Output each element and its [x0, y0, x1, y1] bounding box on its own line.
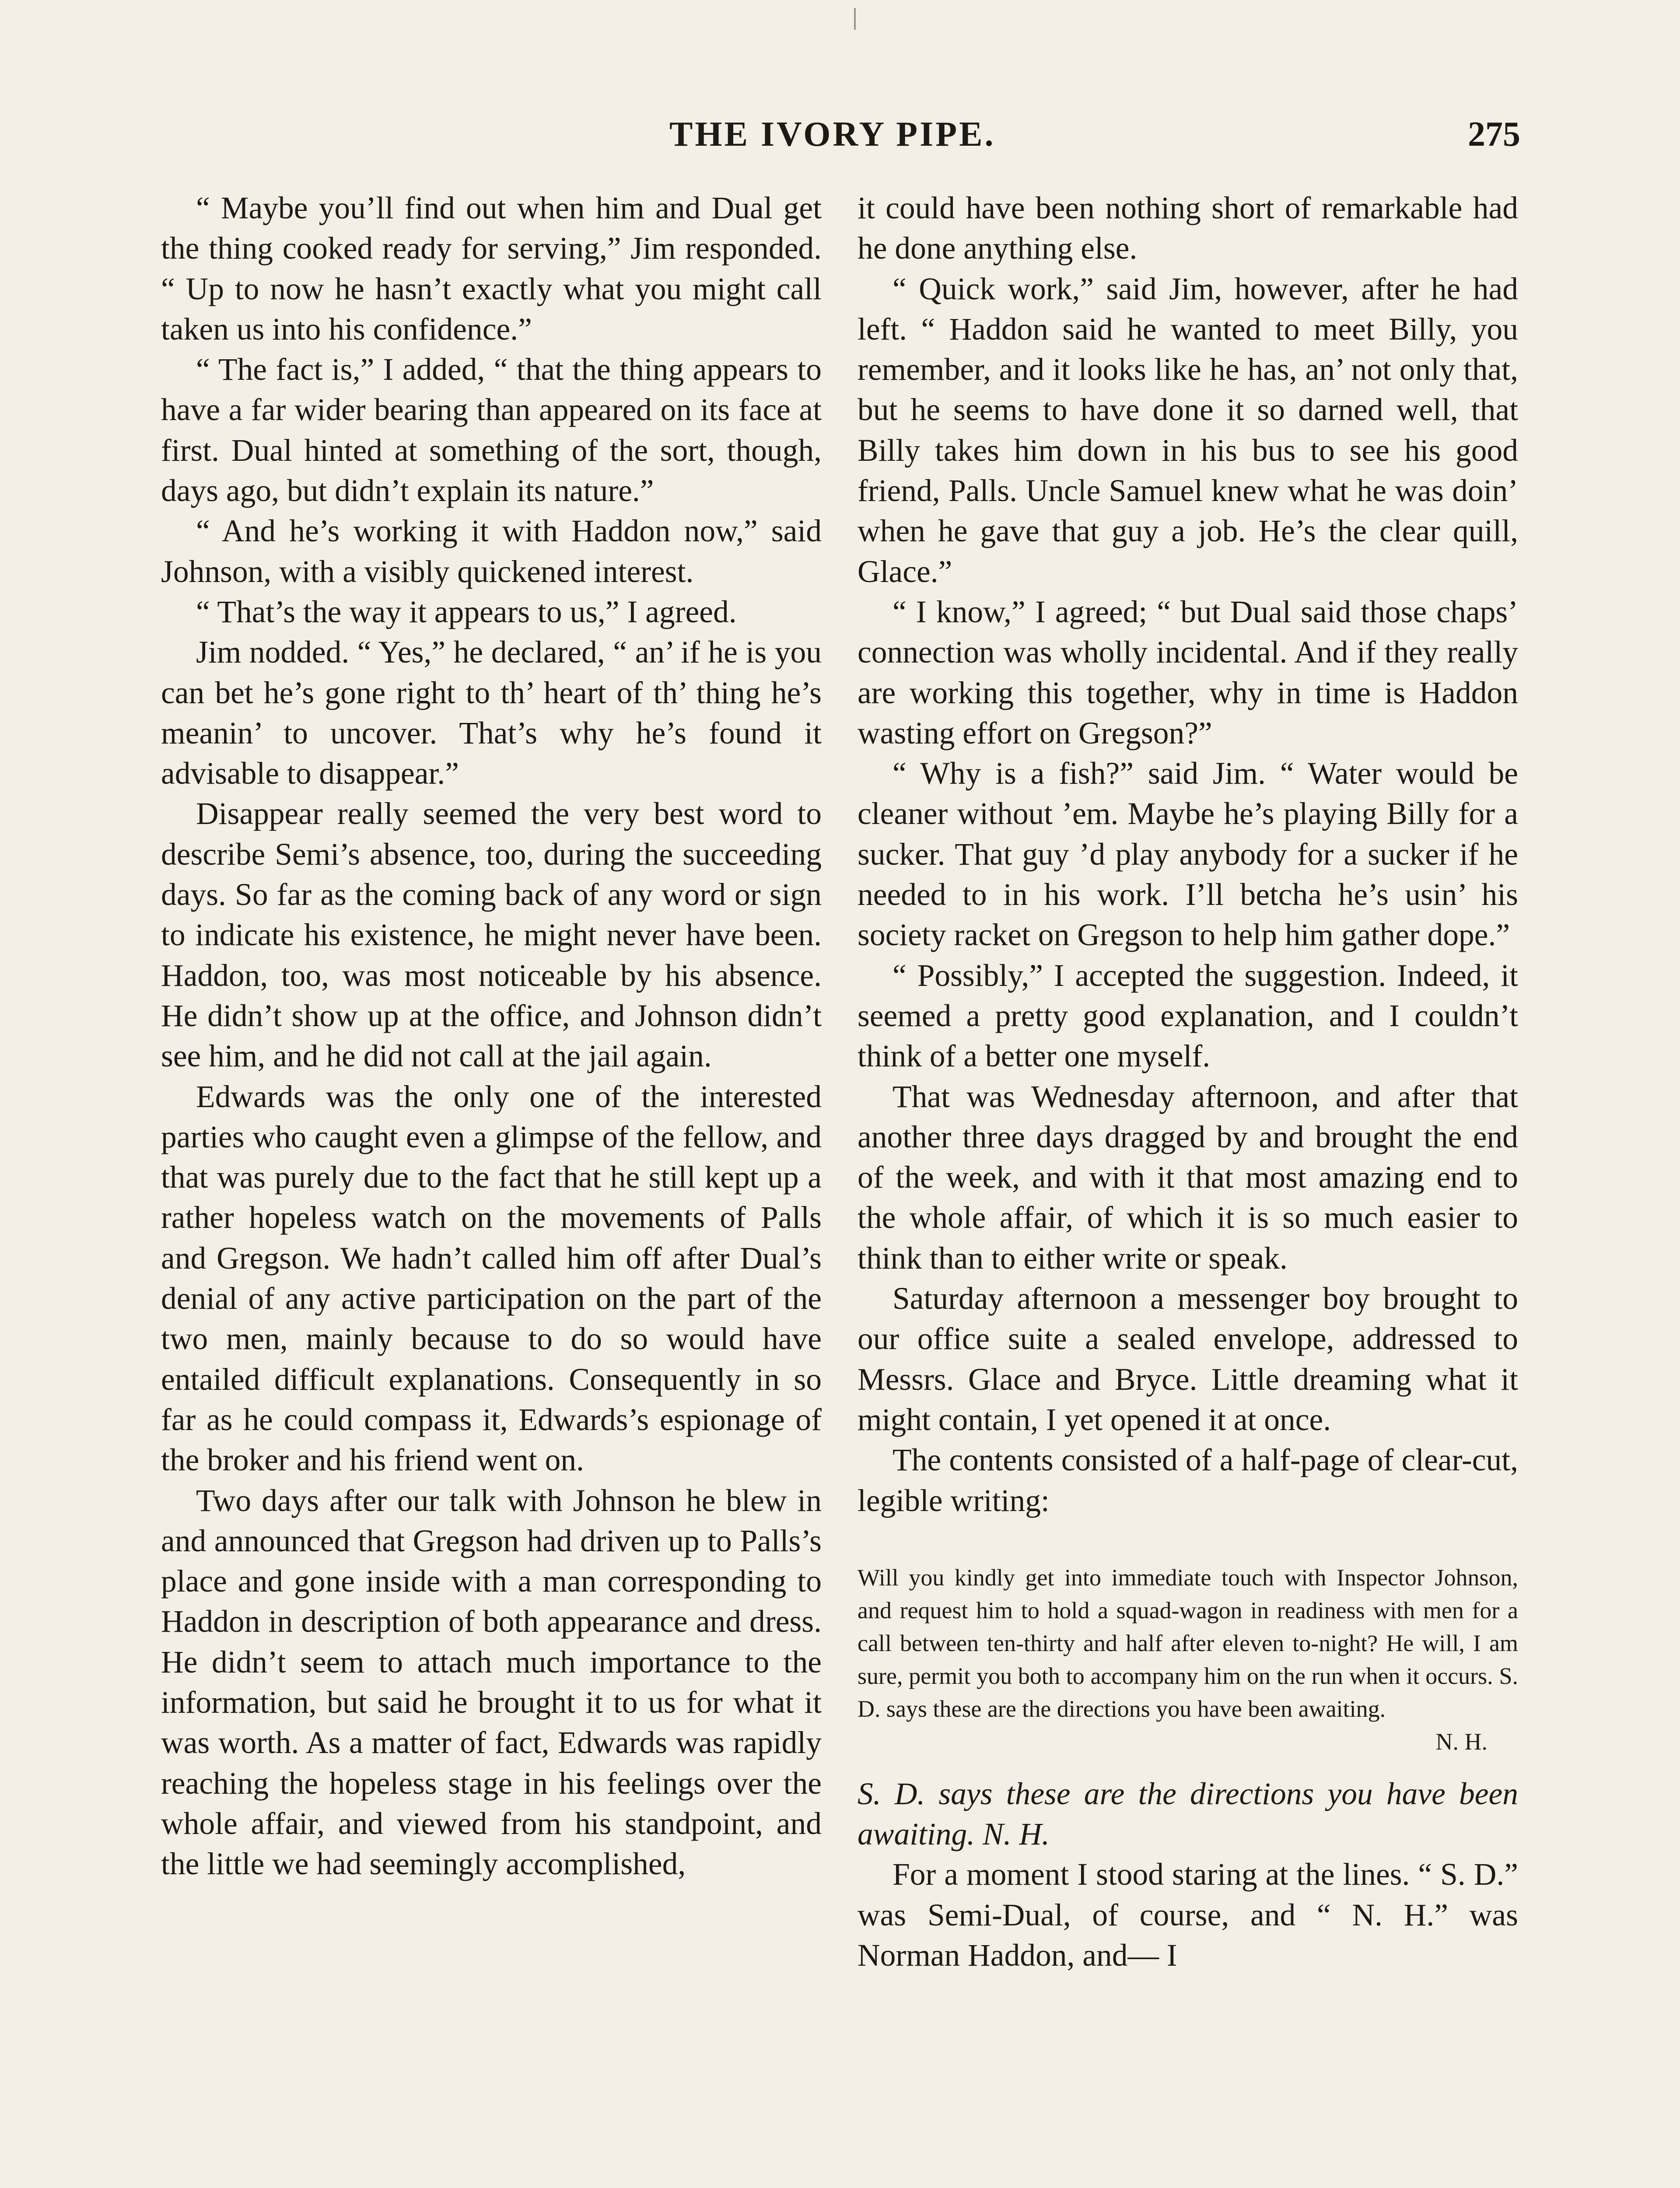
paragraph: “ The fact is,” I added, “ that the thing appears to have a far wider bearing than appeared on its face at first. Dual hinted at something of the sort, though, days ago, but didn’t explain its nature.” — [161, 352, 822, 508]
paragraph: “ That’s the way it appears to us,” I agreed. — [196, 594, 737, 629]
right-column — [858, 188, 1518, 1976]
paragraph: Disappear really seemed the very best word to describe Semi’s absence, too, during the succeeding days. So far as the coming back of any word or sign to indicate his existence, he might never have been. Haddon, too, was most noticeable by his absence. He didn’t show up at the office, and Johnson didn’t see him, and he did not call at the jail again. — [161, 796, 822, 1074]
paragraph: “ And he’s working it with Haddon now,” said Johnson, with a visibly quickened interest. — [161, 514, 822, 589]
paragraph: “ Why is a fish?” said Jim. “ Water would be cleaner without ’em. Maybe he’s playing Billy for a sucker. That guy ’d play anybody for a sucker if he needed to in his work. I’ll betcha he’s usin’ his society racket on Gregson to help him gather dope.” — [858, 756, 1518, 953]
paragraph-continued: it could have been nothing short of remarkable had he done anything else. — [858, 191, 1518, 266]
page-number: 275 — [1468, 115, 1520, 154]
paragraph: The contents consisted of a half-page of clear-cut, legible writing: — [858, 1443, 1518, 1518]
paragraph: Jim nodded. “ Yes,” he declared, “ an’ if he is you can bet he’s gone right to th’ heart of th’ thing he’s meanin’ to uncover. That’s why he’s found it advisable to disappear.” — [161, 635, 822, 791]
paragraph: “ Quick work,” said Jim, however, after he had left. “ Haddon said he wanted to meet Billy, you remember, and it looks like he has, an’ not only that, but he seems to have done it so darned well, that Billy takes him down in his bus to see his good friend, Palls. Uncle Samuel knew what he was doin’ when he gave that guy a job. He’s the clear quill, Glace.” — [858, 271, 1518, 589]
letter-body: Will you kindly get into immediate touch with Inspector Johnson, and request him to hold a squad-wagon in readiness with men for a call between ten-thirty and half after eleven to-night? He will, I am sure, permit you both to accompany him on the run when it occurs. S. D. says these are the directions you have been awaiting. — [858, 1564, 1518, 1722]
paragraph: Edwards was the only one of the interested parties who caught even a glimpse of the fellow, and that was purely due to the fact that he still kept up a rather hopeless watch on the movements of Palls and Gregson. We hadn’t called him off after Dual’s denial of any active participation on the part of the two men, mainly because to do so would have entailed difficult explanations. Consequently in so far as he could compass it, Edwards’s espionage of the broker and his friend went on. — [161, 1079, 822, 1478]
letter-signature: N. H. — [1435, 1728, 1488, 1755]
paragraph: “ Possibly,” I accepted the suggestion. Indeed, it seemed a pretty good explanation, and I couldn’t think of a better one myself. — [858, 958, 1518, 1074]
paragraph: “ Maybe you’ll find out when him and Dual get the thing cooked ready for serving,” Jim responded. “ Up to now he hasn’t exactly what you might call taken us into his confidence.” — [161, 191, 822, 347]
page-header — [0, 115, 1680, 163]
running-title: THE IVORY PIPE. — [669, 115, 996, 154]
paragraph: For a moment I stood staring at the lines. “ S. D.” was Semi-Dual, of course, and “ N. H.” was Norman Haddon, and— I — [858, 1857, 1518, 1973]
left-column — [161, 188, 822, 1884]
paragraph: “ I know,” I agreed; “ but Dual said those chaps’ connection was wholly incidental. And if they really are working this together, why in time is Haddon wasting effort on Gregson?” — [858, 594, 1518, 750]
paragraph: Two days after our talk with Johnson he blew in and announced that Gregson had driven up to Palls’s place and gone inside with a man corresponding to Haddon in description of both appearance and dress. He didn’t seem to attach much importance to the information, but said he brought it to us for what it was worth. As a matter of fact, Edwards was rapidly reaching the hopeless stage in his feelings over the whole affair, and viewed from his standpoint, and the little we had seemingly accomplished, — [161, 1483, 822, 1882]
italic-quote: S. D. says these are the directions you have been awaiting. N. H. — [858, 1776, 1518, 1852]
paragraph: That was Wednesday afternoon, and after that another three days dragged by and brought the end of the week, and with it that most amazing end to the whole affair, of which it is so much easier to think than to either write or speak. — [858, 1079, 1518, 1276]
paragraph: Saturday afternoon a messenger boy brought to our office suite a sealed envelope, addressed to Messrs. Glace and Bryce. Little dreaming what it might contain, I yet opened it at once. — [858, 1281, 1518, 1437]
quoted-letter — [858, 1561, 1518, 1758]
scan-mark — [854, 8, 856, 30]
